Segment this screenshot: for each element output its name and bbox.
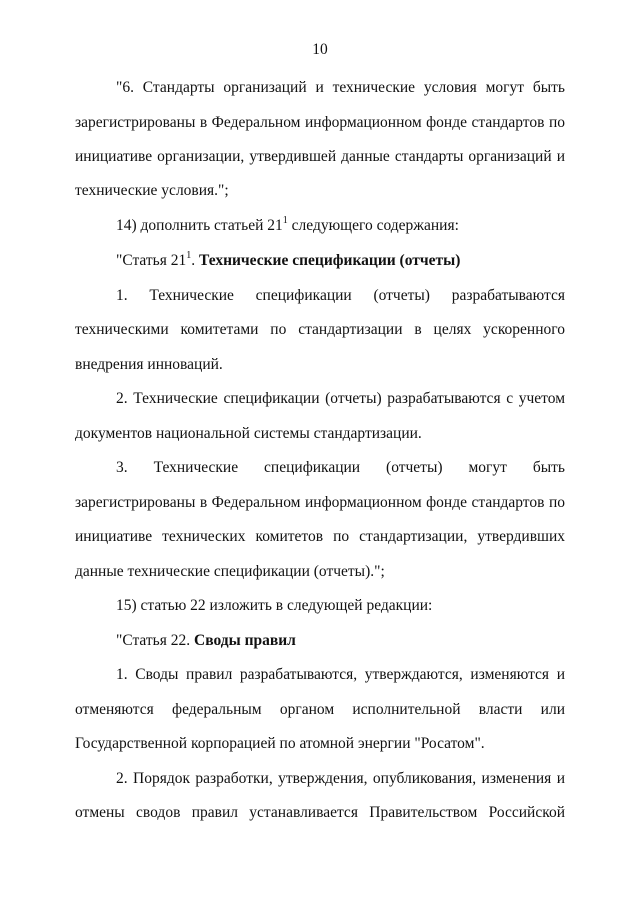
text-segment: "Статья 22. — [116, 632, 194, 649]
text-line: данные технические спецификации (отчеты)."; — [75, 563, 385, 580]
text-line: Государственной корпорацией по атомной энергии "Росатом". — [75, 735, 485, 752]
text-line: инициативе технических комитетов по стандартизации, утвердивших — [75, 528, 565, 545]
text-segment: 14) дополнить статьей 21 — [116, 217, 283, 234]
text-line: зарегистрированы в Федеральном информационном фонде стандартов по — [75, 494, 565, 511]
superscript: 1 — [186, 250, 192, 261]
text-segment: следующего содержания: — [287, 217, 459, 234]
text-line: 2. Технические спецификации (отчеты) разрабатываются с учетом — [116, 390, 565, 407]
article-title: Технические спецификации (отчеты) — [199, 252, 461, 269]
text-segment: "Статья 21 — [116, 252, 187, 269]
text-line: 3. Технические спецификации (отчеты) могут быть — [116, 459, 565, 476]
page-number: 10 — [312, 41, 328, 58]
text-line: внедрения инноваций. — [75, 356, 223, 373]
text-line: отмены сводов правил устанавливается Правительством Российской — [75, 804, 565, 821]
text-line: технические условия."; — [75, 182, 229, 199]
text-line: инициативе организации, утвердившей данные стандарты организаций и — [75, 148, 565, 165]
text-line: отменяются федеральным органом исполнительной власти или — [75, 701, 565, 718]
text-segment: . — [191, 252, 199, 269]
article-heading — [116, 251, 565, 271]
article-title: Своды правил — [194, 632, 296, 649]
superscript: 1 — [282, 215, 288, 226]
text-line: "6. Стандарты организаций и технические условия могут быть — [116, 79, 565, 96]
text-line: 2. Порядок разработки, утверждения, опубликования, изменения и — [116, 770, 565, 787]
text-line: 15) статью 22 изложить в следующей редакции: — [116, 597, 433, 614]
text-line: 1. Технические спецификации (отчеты) разрабатываются — [116, 287, 565, 304]
text-line: документов национальной системы стандартизации. — [75, 425, 422, 442]
text-line: 1. Своды правил разрабатываются, утверждаются, изменяются и — [116, 666, 565, 683]
text-line — [116, 216, 565, 236]
text-line: техническими комитетами по стандартизации в целях ускоренного — [75, 321, 565, 338]
text-line: зарегистрированы в Федеральном информационном фонде стандартов по — [75, 114, 565, 131]
article-heading — [116, 631, 565, 651]
